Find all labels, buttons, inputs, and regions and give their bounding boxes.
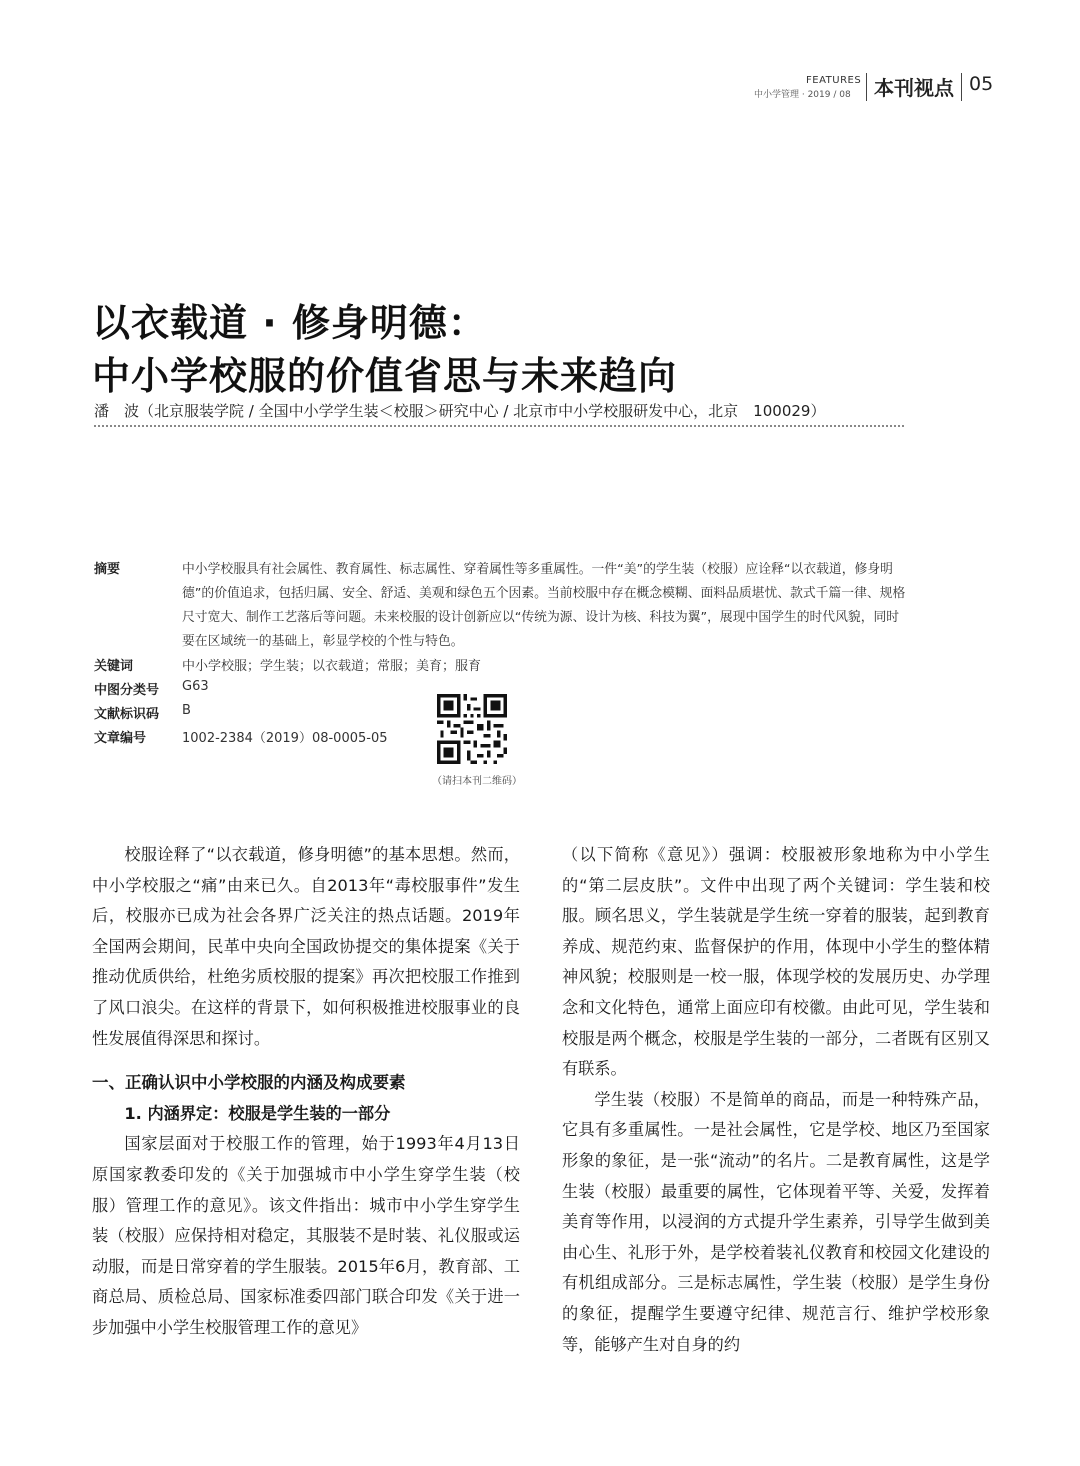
qr-caption: （请扫本刊二维码） <box>432 776 522 787</box>
keywords-value: 中小学校服；学生装；以衣载道；常服；美育；服育 <box>182 659 482 674</box>
body-column-right <box>562 840 990 1360</box>
body-paragraph: （以下简称《意见》）强调：校服被形象地称为中小学生的“第二层皮肤”。文件中出现了两个关键词：学生装和校服。顾名思义，学生装就是学生统一穿着的服装，起到教育养成、规范约束、监督保护的作用，体现中小学生的整体精神风貌；校服则是一校一服，体现学校的发展历史、办学理念和文化特色，通常上面应印有校徽。由此可见，学生装和校服是两个概念，校服是学生装的一部分，二者既有区别又有联系。 <box>562 845 990 1079</box>
header-section-title: 本刊视点 <box>874 76 954 100</box>
header-divider <box>866 73 867 101</box>
clc-value: G63 <box>182 679 209 694</box>
header-features-label: FEATURES <box>806 75 862 86</box>
header-journal-info: 中小学管理 · 2019 / 08 <box>754 90 851 100</box>
abstract-text: 中小学校服具有社会属性、教育属性、标志属性、穿着属性等多重属性。一件“美”的学生装（校服）应诠释“以衣载道，修身明德”的价值追求，包括归属、安全、舒适、美观和绿色五个因素。当前校服中存在概念模糊、面料品质堪忧、款式千篇一律、规格尺寸宽大、制作工艺落后等问题。未来校服的设计创新应以“传统为源、设计为核、科技为翼”，展现中国学生的时代风貌，同时要在区域统一的基础上，彰显学校的个性与特色。 <box>182 562 906 649</box>
body-paragraph: 国家层面对于校服工作的管理，始于1993年4月13日原国家教委印发的《关于加强城市中小学生穿学生装（校服）管理工作的意见》。该文件指出：城市中小学生穿学生装（校服）应保持相对稳定，其服装不是时装、礼仪服或运动服，而是日常穿着的学生服装。2015年6月，教育部、工商总局、质检总局、国家标准委四部门联合印发《关于进一步加强中小学生校服管理工作的意见》 <box>92 1134 520 1337</box>
doc-code-value: B <box>182 703 191 718</box>
header-divider <box>961 73 962 101</box>
keywords-label: 关键词 <box>94 659 134 674</box>
article-number-value: 1002-2384（2019）08-0005-05 <box>182 731 388 746</box>
article-number-label: 文章编号 <box>94 731 147 746</box>
qr-code-icon <box>437 694 507 764</box>
clc-label: 中图分类号 <box>94 683 160 698</box>
paragraph-spacer <box>92 1054 520 1068</box>
abstract-label: 摘要 <box>94 562 121 577</box>
body-column-left <box>92 840 520 1344</box>
article-title-line1: 以衣载道 · 修身明德： <box>92 301 487 345</box>
subsection-heading: 1. 内涵界定：校服是学生装的一部分 <box>124 1103 391 1123</box>
page-number: 05 <box>969 73 994 95</box>
body-paragraph: 学生装（校服）不是简单的商品，而是一种特殊产品，它具有多重属性。一是社会属性，它是学校、地区乃至国家形象的象征，是一张“流动”的名片。二是教育属性，这是学生装（校服）最重要的属性，它体现着平等、关爱，发挥着美育等作用，以浸润的方式提升学生素养，引导学生做到美由心生、礼形于外，是学校着装礼仪教育和校园文化建设的有机组成部分。三是标志属性，学生装（校服）是学生身份的象征，提醒学生要遵守纪律、规范言行、维护学校形象等，能够产生对自身的约 <box>562 1089 990 1354</box>
author-divider <box>94 425 904 427</box>
body-paragraph: 校服诠释了“以衣载道，修身明德”的基本思想。然而，中小学校服之“痛”由来已久。自2013年“毒校服事件”发生后，校服亦已成为社会各界广泛关注的热点话题。2019年全国两会期间，民革中央向全国政协提交的集体提案《关于推动优质供给，杜绝劣质校服的提案》再次把校服工作推到了风口浪尖。在这样的背景下，如何积极推进校服事业的良性发展值得深思和探讨。 <box>92 845 520 1048</box>
section-heading: 一、正确认识中小学校服的内涵及构成要素 <box>92 1073 406 1093</box>
article-title-line2: 中小学校服的价值省思与未来趋向 <box>92 354 678 398</box>
article-author: 潘 波（北京服装学院 / 全国中小学学生装＜校服＞研究中心 / 北京市中小学校服研发中心，北京 100029） <box>94 402 826 420</box>
doc-code-label: 文献标识码 <box>94 707 160 722</box>
